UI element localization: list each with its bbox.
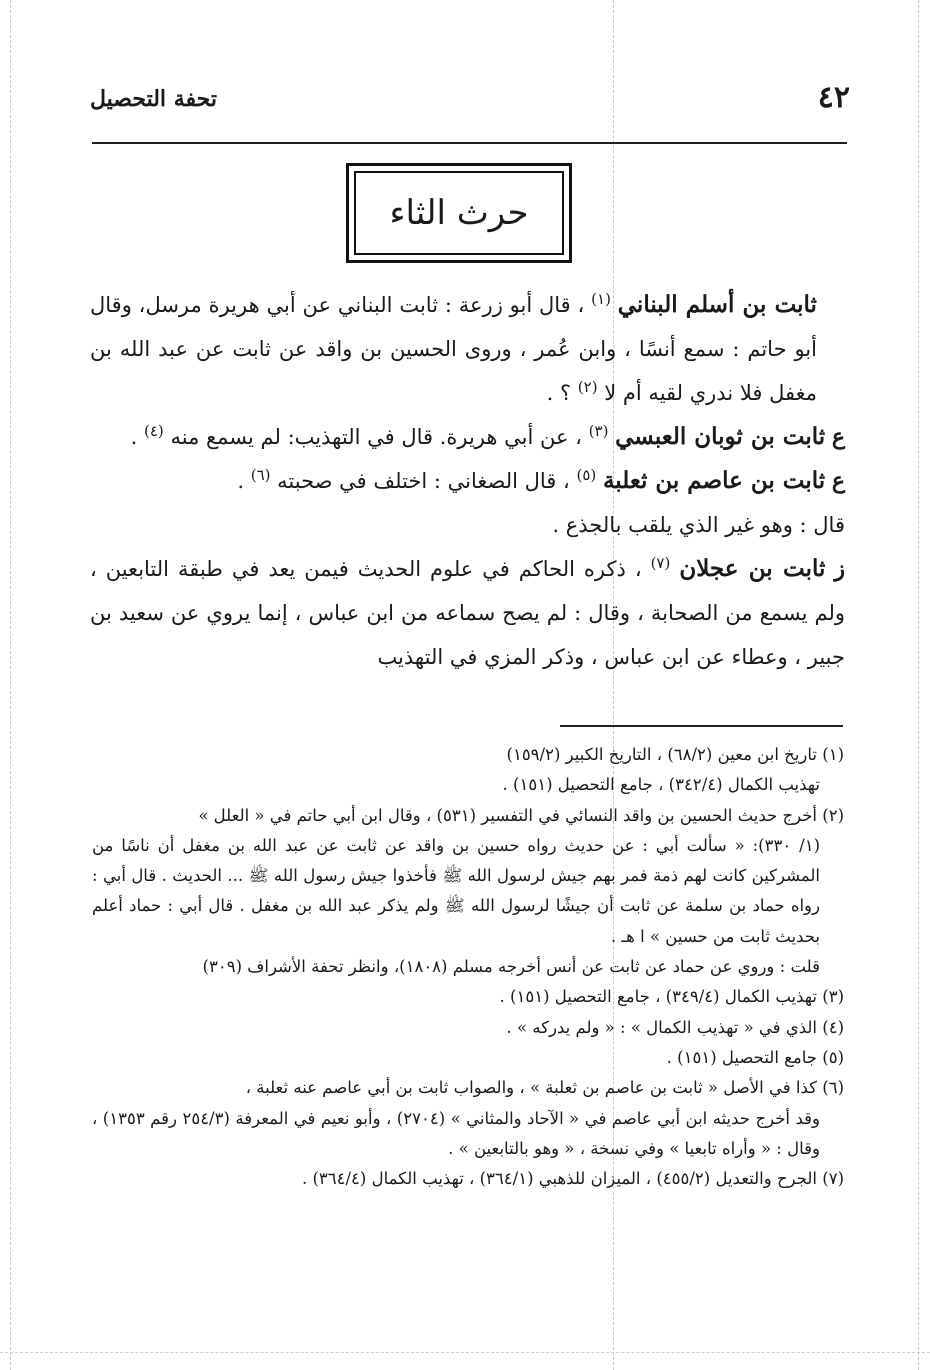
entry-text-end: . <box>130 425 138 449</box>
entry-note <box>90 503 845 547</box>
entry-name: ثابت بن ثوبان العبسي <box>615 423 826 450</box>
footnote-ref[interactable]: (١) <box>591 290 611 308</box>
entry-symbol: ز <box>834 556 845 582</box>
footnote-2: (٢) أخرج حديث الحسين بن واقد النسائي في التفسير (٥٣١) ، وقال ابن أبي حاتم في « العلل » <box>198 805 844 825</box>
entry-symbol: ع <box>831 468 845 494</box>
chapter-title: حرث الثاء <box>389 193 529 233</box>
entry-thabit-aslam <box>90 283 845 415</box>
scan-guide-left <box>10 0 11 1370</box>
entry-text: ، عن أبي هريرة. قال في التهذيب: لم يسمع منه <box>170 425 582 449</box>
footnote-ref[interactable]: (٤) <box>144 422 164 440</box>
scan-guide-right <box>918 0 919 1370</box>
footnote-6-cont: وقد أخرج حديثه ابن أبي عاصم في « الآحاد والمثاني » (٢٧٠٤) ، وأبو نعيم في المعرفة (٢٥٤/٣ رقم ١٣٥٣) ، وقال : « وأراه تابعيا » وفي نسخة ، « وهو بالتابعين » . <box>92 1108 820 1158</box>
footnote-2-note: قلت : وروي عن حماد عن ثابت عن أنس أخرجه مسلم (١٨٠٨)، وانظر تحفة الأشراف (٣٠٩) <box>202 957 820 977</box>
footnote-ref[interactable]: (٢) <box>577 378 598 396</box>
page-header <box>90 80 850 120</box>
footnote-ref[interactable]: (٣) <box>588 422 609 440</box>
entry-name: ثابت بن عجلان <box>679 555 826 582</box>
chapter-title-box <box>346 163 572 263</box>
footnote-separator <box>560 725 843 727</box>
footnote-5: (٥) جامع التحصيل (١٥١) . <box>666 1047 844 1067</box>
chapter-title-inner-frame <box>354 171 564 255</box>
main-text <box>90 283 845 679</box>
footnotes <box>92 740 844 1194</box>
entry-thabit-thawban <box>90 415 845 459</box>
footnote-3: (٣) تهذيب الكمال (٣٤٩/٤) ، جامع التحصيل (١٥١) . <box>499 987 844 1007</box>
footnote-ref[interactable]: (٦) <box>250 466 271 484</box>
entry-symbol: ع <box>831 424 845 450</box>
footnote-ref[interactable]: (٧) <box>650 554 671 572</box>
entry-text-end: . <box>237 469 245 493</box>
entry-text: ، قال الصغاني : اختلف في صحبته <box>277 469 570 493</box>
entry-note-text: قال : وهو غير الذي يلقب بالجذع . <box>552 513 845 537</box>
entry-name: ثابت بن أسلم البناني <box>617 291 817 318</box>
footnote-6: (٦) كذا في الأصل « ثابت بن عاصم بن ثعلبة » ، والصواب ثابت بن أبي عاصم عنه ثعلبة ، <box>245 1078 844 1098</box>
entry-text: ، قال أبو زرعة : ثابت البناني عن أبي هريرة مرسل، وقال أبو حاتم : سمع أنسًا ، وابن عُمر ، وروى الحسين بن واقد عن ثابت عن عبد الله بن مغفل فلا ندري لقيه أم لا <box>90 293 817 405</box>
footnote-2-cont: (١/ ٣٣٠): « سألت أبي : عن حديث رواه حسين بن واقد عن ثابت عن عبد الله بن مغفل أن ناسًا من المشركين كانت لهم ذمة فمر بهم جيش لرسول الله ﷺ فأخذوا جيش رسول الله ﷺ ... الحديث . قال أبي : رواه حماد بن سلمة عن ثابت أن جيشًا لرسول الله ﷺ ولم يذكر عبد الله بن مغفل . قال أبي : حماد أعلم بحديث ثابت من حسين » ا هـ . <box>92 835 820 946</box>
entry-thabit-ajlan <box>90 547 845 679</box>
entry-thabit-asim <box>90 459 845 503</box>
running-title: تحفة التحصيل <box>90 86 217 112</box>
scan-guide-bottom <box>0 1352 930 1353</box>
page-number: ٤٢ <box>817 80 850 115</box>
footnote-7: (٧) الجرح والتعديل (٤٥٥/٢) ، الميزان للذهبي (٣٦٤/١) ، تهذيب الكمال (٣٦٤/٤) . <box>301 1169 844 1189</box>
footnote-ref[interactable]: (٥) <box>576 466 597 484</box>
entry-text-end: ؟ . <box>546 381 572 405</box>
footnote-4: (٤) الذي في « تهذيب الكمال » : « ولم يدركه » . <box>506 1017 844 1037</box>
header-rule <box>92 142 847 144</box>
footnote-1-cont: تهذيب الكمال (٣٤٢/٤) ، جامع التحصيل (١٥١) . <box>502 775 820 795</box>
entry-text: ، ذكره الحاكم في علوم الحديث فيمن يعد في طبقة التابعين ، ولم يسمع من الصحابة ، وقال : لم يصح سماعه من ابن عباس ، إنما يروي عن سعيد بن جبير ، وعطاء عن ابن عباس ، وذكر المزي في التهذيب <box>90 557 845 669</box>
footnote-1: (١) تاريخ ابن معين (٦٨/٢) ، التاريخ الكبير (١٥٩/٢) <box>506 745 844 764</box>
entry-name: ثابت بن عاصم بن ثعلبة <box>602 467 826 494</box>
